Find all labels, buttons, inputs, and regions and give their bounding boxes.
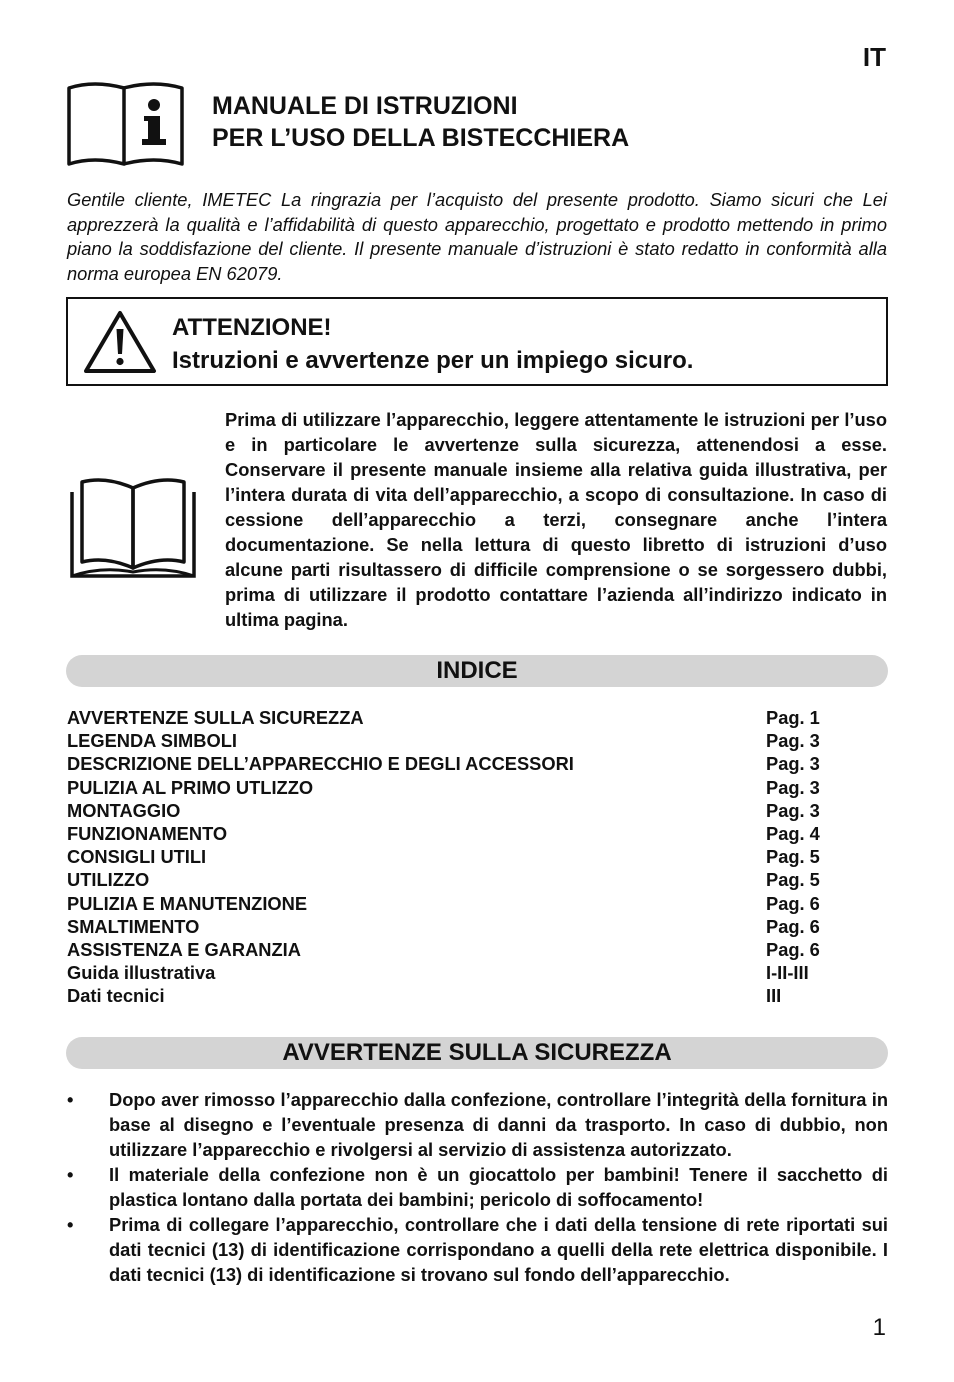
toc-entry-page: Pag. 6 [766, 915, 820, 937]
bullet-icon: • [67, 1164, 74, 1185]
toc-row [67, 776, 867, 799]
manual-title-line-2: PER L’USO DELLA BISTECCHIERA [212, 124, 630, 152]
open-book-icon [68, 476, 198, 580]
safety-heading: AVVERTENZE SULLA SICUREZZA [66, 1037, 888, 1069]
toc-entry-label: FUNZIONAMENTO [67, 822, 228, 844]
toc-entry-label: CONSIGLI UTILI [67, 846, 207, 868]
toc-row [67, 915, 867, 938]
toc-entry-page: Pag. 1 [766, 707, 820, 728]
toc-row [67, 984, 867, 1007]
toc-entry-label: UTILIZZO [67, 869, 150, 891]
page-number: 1 [872, 1314, 886, 1341]
toc-entry-label: SMALTIMENTO [67, 915, 200, 937]
toc-row [67, 938, 867, 961]
toc-entry-label: MONTAGGIO [67, 799, 181, 821]
toc-entry-label: Guida illustrativa [67, 962, 216, 984]
toc-entry-label: PULIZIA E MANUTENZIONE [67, 892, 308, 914]
toc-entry-page: Pag. 3 [766, 730, 820, 752]
toc-entry-page: Pag. 5 [766, 846, 820, 868]
toc-entry-page: Pag. 6 [766, 892, 820, 914]
safety-list [67, 1087, 888, 1287]
warning-box [66, 297, 888, 386]
toc-entry-page: Pag. 6 [766, 938, 820, 960]
toc-entry-label: DESCRIZIONE DELL’APPARECCHIO E DEGLI ACCESSORI [67, 753, 574, 775]
toc-entry-page: Pag. 3 [766, 753, 820, 775]
toc-entry-label: AVVERTENZE SULLA SICUREZZA [67, 707, 364, 728]
toc-row [67, 892, 867, 915]
safety-item [67, 1087, 888, 1162]
toc-row [67, 822, 867, 845]
safety-item [67, 1212, 888, 1287]
intro-paragraph: Gentile cliente, IMETEC La ringrazia per l’acquisto del presente prodotto. Siamo sicuri che Lei apprezzerà la qualità e l’affidabilità di questo apparecchio, progettato e prodotto mettendo in primo piano la soddisfazione del cliente. Il presente manuale d’istruzioni è stato redatto in conformità alla norma europea EN 62079. [67, 189, 887, 284]
language-code: IT [862, 42, 886, 72]
toc-row [67, 961, 867, 984]
safety-item-text: Il materiale della confezione non è un giocattolo per bambini! Tenere il sacchetto di plastica lontano dalla portata dei bambini; pericolo di soffocamento! [109, 1164, 888, 1210]
warning-triangle-icon [82, 309, 158, 375]
manual-title [212, 90, 629, 154]
toc-entry-page: Pag. 5 [766, 869, 820, 891]
toc-row [67, 868, 867, 891]
toc-entry-label: PULIZIA AL PRIMO UTLIZZO [67, 776, 314, 798]
pre-use-instructions: Prima di utilizzare l’apparecchio, leggere attentamente le istruzioni per l’uso e in particolare le avvertenze sulla sicurezza, attenendosi a esse. Conservare il presente manuale insieme alla relativa guida illustrativa, per l’intera durata di vita dell’apparecchio, a scopo di consultazione. In caso di cessione dell’apparecchio a terzi, consegnare anche l’intera documentazione. Se nella lettura di questo libretto di istruzioni d’uso alcune parti risultassero di difficile comprensione o se sorgessero dubbi, prima di utilizzare il prodotto contattare l’azienda all’indirizzo indicato in ultima pagina. [225, 409, 887, 630]
toc-row [67, 729, 867, 752]
manual-title-line-1: MANUALE DI ISTRUZIONI [212, 92, 518, 120]
toc-entry-label: ASSISTENZA E GARANZIA [67, 938, 301, 960]
toc-row [67, 799, 867, 822]
bullet-icon: • [67, 1214, 74, 1235]
toc-row [67, 706, 867, 729]
toc-entry-page: Pag. 3 [766, 776, 820, 798]
toc-row [67, 752, 867, 775]
table-of-contents [67, 706, 867, 1007]
warning-text [172, 311, 693, 377]
toc-entry-page: III [766, 985, 782, 1007]
info-manual-icon [66, 78, 186, 168]
bullet-icon: • [67, 1089, 74, 1110]
warning-subtitle: Istruzioni e avvertenze per un impiego sicuro. [172, 347, 694, 374]
warning-title: ATTENZIONE! [172, 314, 332, 341]
toc-entry-label: LEGENDA SIMBOLI [67, 730, 237, 752]
toc-entry-page: Pag. 4 [766, 822, 820, 844]
toc-entry-page: Pag. 3 [766, 799, 820, 821]
toc-row [67, 845, 867, 868]
safety-item-text: Prima di collegare l’apparecchio, controllare che i dati della tensione di rete riportati sui dati tecnici (13) di identificazione corrispondano a quelli della rete elettrica disponibile. I dati tecnici (13) di identificazione si trovano sul fondo dell’apparecchio. [109, 1214, 888, 1285]
index-heading: INDICE [66, 655, 888, 687]
toc-entry-label: Dati tecnici [67, 985, 165, 1007]
safety-item-text: Dopo aver rimosso l’apparecchio dalla confezione, controllare l’integrità della fornitura in base al disegno e l’eventuale presenza di danni da trasporto. In caso di dubbio, non utilizzare l’apparecchio e rivolgersi al servizio di assistenza autorizzato. [109, 1089, 888, 1160]
safety-item [67, 1162, 888, 1212]
toc-entry-page: I-II-III [766, 962, 809, 984]
